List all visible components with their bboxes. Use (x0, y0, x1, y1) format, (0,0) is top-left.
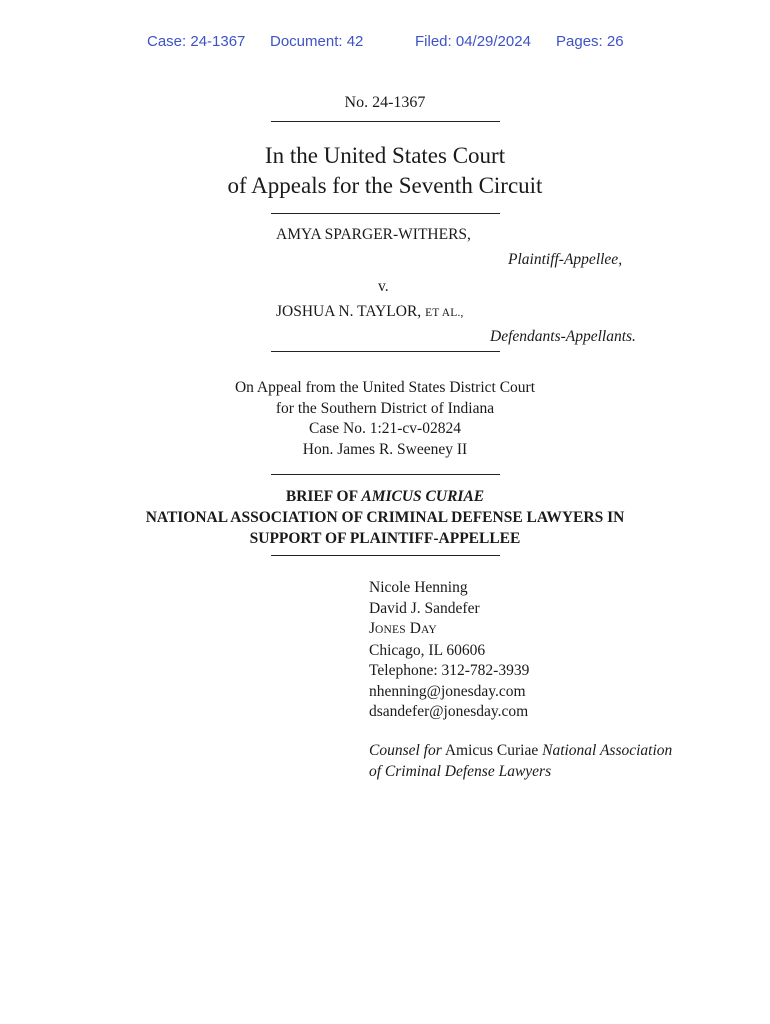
brief-title-line-2: NATIONAL ASSOCIATION OF CRIMINAL DEFENSE LAWYERS IN (145, 509, 625, 526)
court-title-line-1: In the United States Court (264, 143, 506, 168)
plaintiff-role: Plaintiff-Appellee, (508, 251, 623, 268)
appeal-line-4: Hon. James R. Sweeney II (302, 440, 468, 458)
brief-prefix: BRIEF OF (285, 488, 358, 505)
docket-number: No. 24-1367 (344, 94, 426, 111)
header-page-count: Pages: 26 (556, 33, 624, 50)
counsel-name-1: Nicole Henning (369, 579, 468, 596)
defendant-role: Defendants-Appellants. (490, 328, 636, 345)
appeal-line-3: Case No. 1:21-cv-02824 (309, 420, 461, 437)
header-document-number: Document: 42 (270, 33, 364, 50)
brief-title-line-3: SUPPORT OF PLAINTIFF-APPELLEE (249, 530, 521, 547)
law-firm: JONES DAY (369, 620, 437, 637)
defendant-name (276, 303, 464, 321)
counsel-block (369, 578, 529, 723)
ecf-header (0, 33, 770, 53)
court-title (0, 141, 770, 201)
court-title-line-2: of Appeals for the Seventh Circuit (227, 173, 543, 198)
counsel-email-2: dsandefer@jonesday.com (369, 703, 529, 720)
divider (271, 121, 500, 122)
appeal-line-1: On Appeal from the United States District Court (234, 379, 536, 396)
counsel-role-line-2: of Criminal Defense Lawyers (369, 762, 552, 780)
divider (271, 555, 500, 556)
brief-title-line-1 (0, 486, 770, 507)
divider (271, 474, 500, 475)
header-filed-date: Filed: 04/29/2024 (415, 33, 531, 50)
counsel-email-1: nhenning@jonesday.com (369, 682, 526, 700)
versus: v. (378, 278, 389, 295)
plaintiff-name: AMYA SPARGER-WITHERS, (276, 226, 471, 243)
appeal-line-2: for the Southern District of Indiana (275, 399, 495, 417)
divider (271, 213, 500, 214)
brief-title (0, 486, 770, 549)
counsel-telephone: Telephone: 312-782-3939 (369, 662, 530, 679)
brief-amicus: AMICUS CURIAE (361, 488, 485, 505)
divider (271, 351, 500, 352)
counsel-name-2: David J. Sandefer (369, 599, 480, 617)
defendant-et-al: ET AL., (425, 307, 464, 319)
appeal-info (0, 378, 770, 460)
defendant-name-text: JOSHUA N. TAYLOR, (276, 303, 422, 320)
header-case-number: Case: 24-1367 (147, 33, 246, 50)
counsel-role-line-1: Counsel for Amicus Curiae National Association (369, 742, 673, 759)
counsel-role (369, 741, 672, 782)
counsel-city: Chicago, IL 60606 (369, 641, 486, 659)
